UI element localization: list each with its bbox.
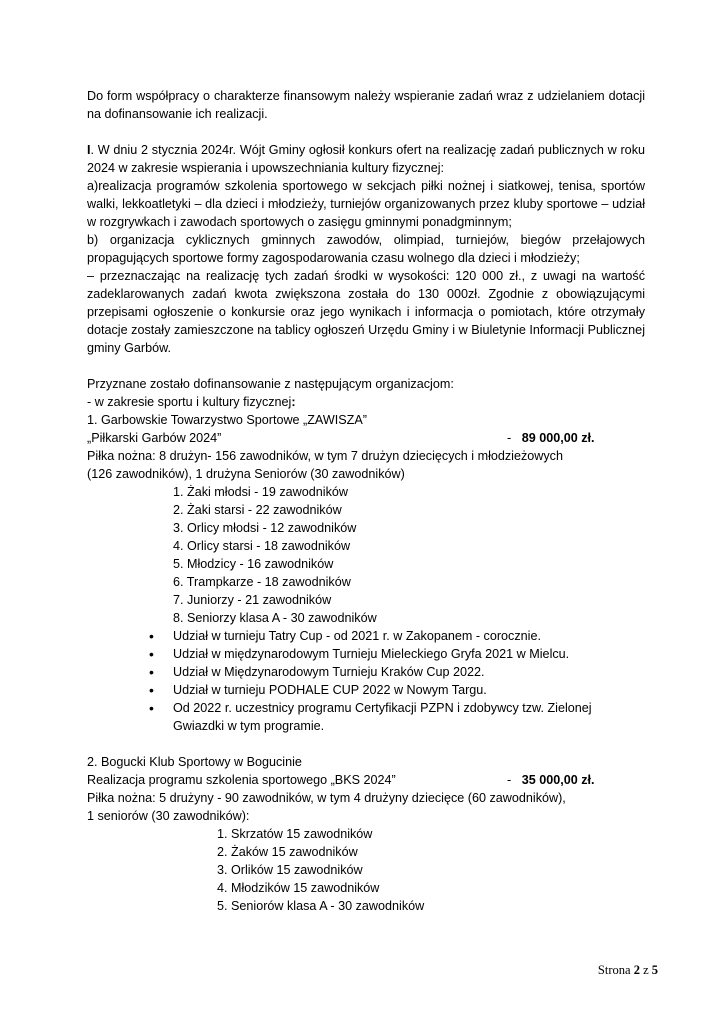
list-item: 4. Orlicy starsi - 18 zawodników: [173, 539, 351, 553]
footer-current-page: 2: [633, 963, 640, 977]
list-item: 2. Żaki starsi - 22 zawodników: [173, 503, 342, 517]
bullet-item: • Udział w turnieju Tatry Cup - od 2021 r. w Zakopanem - corocznie.: [149, 627, 645, 645]
section-1-point-a: a)realizacja programów szkolenia sportowego w sekcjach piłki nożnej i siatkowej, tenisa, sportów walki, lekkoatletyki – dla dzieci i młodzieży, turniejów organizowanych przez kluby sportowe – udział w rozgrywkach i zawodach sportowych o zasięgu gminnymi ponadgminnym;: [87, 179, 645, 229]
footer-total-pages: 5: [651, 963, 658, 977]
org-1-name: 1. Garbowskie Towarzystwo Sportowe „ZAWISZA”: [87, 413, 367, 427]
org-1-project: „Piłkarski Garbów 2024”: [87, 431, 222, 445]
org-2-project-line: [87, 771, 645, 789]
org-1-amount: 89 000,00 zł.: [521, 431, 595, 445]
list-item: 3. Orlicy młodsi - 12 zawodników: [173, 521, 357, 535]
org-2-amount: 35 000,00 zł.: [521, 773, 595, 787]
org-1-achievements-list: [149, 627, 645, 735]
list-item: 1. Skrzatów 15 zawodników: [217, 827, 373, 841]
bullet-item: • Udział w Międzynarodowym Turnieju Kraków Cup 2022.: [149, 663, 645, 681]
list-item: 3. Orlików 15 zawodników: [217, 863, 363, 877]
org-1-teams-list: [173, 483, 645, 627]
section-1-point-b: b) organizacja cyklicznych gminnych zawodów, olimpiad, turniejów, biegów przełajowych propagujących sportowe formy zagospodarowania czasu wolnego dla dzieci i młodzieży;: [87, 233, 645, 265]
org-1-project-line: [87, 429, 645, 447]
section-1: [87, 141, 645, 357]
list-item: 1. Żaki młodsi - 19 zawodników: [173, 485, 348, 499]
org-2: [87, 753, 645, 915]
section-1-roman: I: [87, 143, 91, 157]
org-2-name: 2. Bogucki Klub Sportowy w Bogucinie: [87, 755, 302, 769]
org-1-dash: -: [507, 431, 512, 445]
intro-paragraph: [87, 87, 645, 123]
list-item: 6. Trampkarze - 18 zawodników: [173, 575, 351, 589]
bullet-item: • Od 2022 r. uczestnicy programu Certyfikacji PZPN i zdobywcy tzw. Zielonej Gwiazdki w tym programie.: [149, 699, 645, 735]
page-footer: [598, 963, 658, 978]
list-item: 2. Żaków 15 zawodników: [217, 845, 358, 859]
org-2-amount-group: [507, 771, 595, 789]
list-item: 5. Młodzicy - 16 zawodników: [173, 557, 334, 571]
granted-line-2-text: - w zakresie sportu i kultury fizycznej: [87, 395, 292, 409]
intro-text: Do form współpracy o charakterze finansowym należy wspieranie zadań wraz z udzielaniem dotacji na dofinansowanie ich realizacji.: [87, 89, 645, 121]
document-body: [87, 87, 645, 915]
granted-line-1: Przyznane zostało dofinansowanie z następującym organizacjom:: [87, 377, 454, 391]
bullet-item: • Udział w międzynarodowym Turnieju Mieleckiego Gryfa 2021 w Mielcu.: [149, 645, 645, 663]
granted-section: [87, 375, 645, 411]
list-item: 4. Młodzików 15 zawodników: [217, 881, 380, 895]
org-1-amount-group: [507, 429, 595, 447]
org-2-project: Realizacja programu szkolenia sportowego „BKS 2024”: [87, 773, 396, 787]
org-2-teams-list: [217, 825, 645, 915]
section-1-text: . W dniu 2 stycznia 2024r. Wójt Gminy ogłosił konkurs ofert na realizację zadań publicznych w roku 2024 w zakresie wspierania i upowszechniania kultury fizycznej:: [87, 143, 645, 175]
bullet-item: • Udział w turnieju PODHALE CUP 2022 w Nowym Targu.: [149, 681, 645, 699]
footer-separator: z: [639, 963, 652, 977]
org-1-summary-2: (126 zawodników), 1 drużyna Seniorów (30 zawodników): [87, 467, 405, 481]
granted-line-2: [87, 393, 645, 411]
section-1-funds: – przeznaczając na realizację tych zadań środki w wysokości: 120 000 zł., z uwagi na wartość zadeklarowanych zadań kwota zwiększona została do 130 000zł. Zgodnie z obowiązującymi przepisami ogłoszenie o konkursie oraz jego wynikach i informacja o pomiotach, które otrzymały dotacje zostały zamieszczone na tablicy ogłoszeń Urzędu Gminy i w Biuletynie Informacji Publicznej gminy Garbów.: [87, 269, 645, 355]
list-item: 8. Seniorzy klasa A - 30 zawodników: [173, 611, 377, 625]
org-1-summary-1: Piłka nożna: 8 drużyn- 156 zawodników, w tym 7 drużyn dziecięcych i młodzieżowych: [87, 449, 563, 463]
footer-prefix: Strona: [597, 963, 634, 977]
org-1: [87, 411, 645, 735]
org-2-summary-1: Piłka nożna: 5 drużyny - 90 zawodników, w tym 4 drużyny dziecięce (60 zawodników),: [87, 791, 566, 805]
list-item: 7. Juniorzy - 21 zawodników: [173, 593, 332, 607]
granted-line-2-colon: :: [291, 395, 296, 409]
section-1-heading: [87, 141, 645, 177]
org-2-dash: -: [507, 773, 512, 787]
org-2-summary-2: 1 seniorów (30 zawodników):: [87, 809, 250, 823]
list-item: 5. Seniorów klasa A - 30 zawodników: [217, 899, 425, 913]
